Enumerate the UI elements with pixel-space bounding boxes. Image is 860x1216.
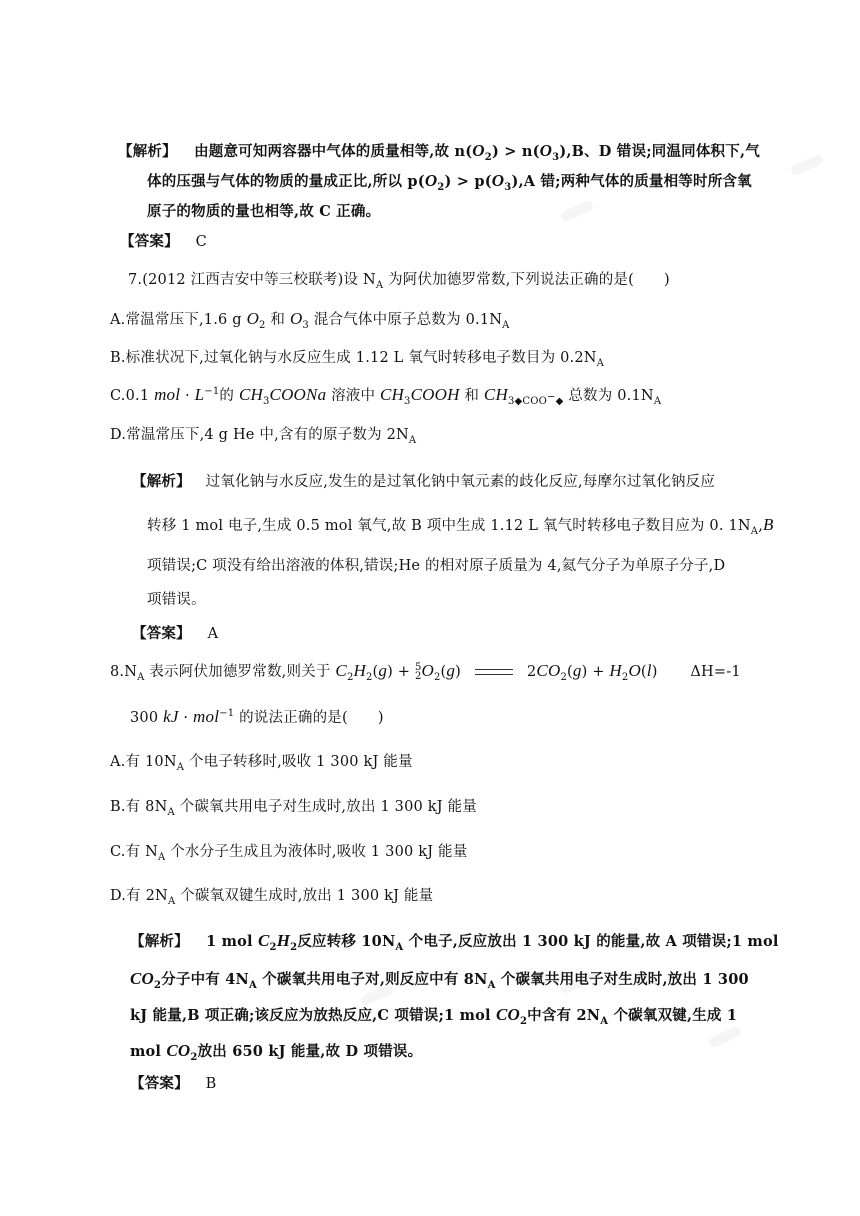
block1-line3: 原子的物质的量也相等,故 C 正确。	[147, 203, 381, 220]
formula: $C_2H_2$	[257, 931, 298, 953]
watermark-mark	[707, 1025, 742, 1048]
q8-exp-line3: kJ 能量,B 项正确;该反应为放热反应,C 项错误;1 mol $CO_2$中含有 $2N_A$ 个碳氧双键,生成 1	[130, 1005, 738, 1027]
q7-option-d: D.常温常压下,4 g He 中,含有的原子数为 $2N_A$	[110, 427, 417, 446]
formula: $p(O_2) > p(O_3)$	[407, 171, 519, 193]
q7-option-a: A.常温常压下,1.6 g $O_2$ 和 $O_3$ 混合气体中原子总数为 $0.1N_A$	[110, 309, 510, 331]
q8-option-a: A.有 $10N_A$ 个电子转移时,吸收 1 300 kJ 能量	[110, 754, 413, 773]
answer-tag: 【答案】	[132, 625, 191, 642]
block1-line2: 体的压强与气体的物质的量成正比,所以 $p(O_2) > p(O_3),A$ 错;两种气体的质量相等时所含氧	[147, 171, 752, 193]
q8-exp-line1: 【解析】 1 mol $C_2H_2$反应转移 $10N_A$ 个电子,反应放出 1 300 kJ 的能量,故 A 项错误;1 mol	[130, 931, 779, 953]
formula: $n(O_2) > n(O_3)$	[454, 141, 567, 163]
formula: mol · $L^{-1}$的 $CH_3COONa$	[154, 385, 327, 407]
formula: $CO_2$	[495, 1005, 528, 1027]
q7-exp-line1: 【解析】 过氧化钠与水反应,发生的是过氧化钠中氧元素的歧化反应,每摩尔过氧化钠反应	[132, 473, 716, 490]
analysis-tag: 【解析】	[130, 933, 189, 950]
block1-line1: 【解析】 由题意可知两容器中气体的质量相等,故 $n(O_2) > n(O_3),B$、D 错误;同温同体积下,气	[118, 141, 760, 163]
q7-option-c: C.0.1 mol · $L^{-1}$的 $CH_3COONa$ 溶液中 $CH_3COOH$ 和 $CH_{3◆COO^-◆}$ 总数为 $0.1N_A$	[110, 385, 662, 407]
q7-exp-line2: 转移 1 mol 电子,生成 0.5 mol 氧气,故 B 项中生成 1.12 L 氧气时转移电子数目应为 0. $1N_A,B$	[147, 515, 774, 537]
answer-tag: 【答案】	[120, 233, 179, 250]
q7-answer: 【答案】 A	[132, 625, 219, 642]
analysis-tag: 【解析】	[132, 473, 191, 490]
q7-option-b: B.标准状况下,过氧化钠与水反应生成 1.12 L 氧气时转移电子数目为 $0.2N_A$	[110, 350, 605, 369]
formula: $O_2$ 和 $O_3$	[246, 309, 309, 331]
q8-option-c: C.有 $N_A$ 个水分子生成且为液体时,吸收 1 300 kJ 能量	[110, 844, 468, 863]
q8-exp-line4: mol $CO_2$放出 650 kJ 能量,故 D 项错误。	[130, 1041, 423, 1063]
q7-stem: 7.(2012 江西吉安中等三校联考)设 $N_A$ 为阿伏加德罗常数,下列说法正确的是( )	[128, 272, 670, 291]
q8-stem-line2: 300 kJ · mol$^{-1}$ 的说法正确的是( )	[130, 707, 384, 726]
watermark-mark	[789, 153, 824, 176]
q8-option-b: B.有 $8N_A$ 个碳氧共用电子对生成时,放出 1 300 kJ 能量	[110, 799, 477, 818]
analysis-tag: 【解析】	[118, 143, 177, 160]
formula: kJ · mol$^{-1}$	[163, 707, 235, 726]
q8-answer: 【答案】 B	[130, 1075, 217, 1092]
block1-answer: 【答案】 C	[120, 233, 207, 250]
q7-exp-line4: 项错误。	[147, 592, 206, 608]
formula: $CO_2$	[130, 969, 162, 991]
formula: $CH_3COOH$ 和 $CH_{3◆COO^-◆}$	[380, 385, 564, 407]
q8-stem-line1: $8.N_A$ 表示阿伏加德罗常数,则关于 $C_2H_2(g) + 5$ $2O_2(g) 2CO_2(g) + H_2O(l)$ ΔH=-1	[110, 661, 741, 683]
formula: $CO_2$	[166, 1041, 198, 1063]
reaction-equation: $C_2H_2(g) + 5$ $2O_2(g) 2CO_2(g) + H_2O(l)$	[335, 661, 658, 683]
q8-exp-line2: $CO_2$分子中有 $4N_A$ 个碳氧共用电子对,则反应中有 $8N_A$ 个碳氧共用电子对生成时,放出 1 300	[130, 969, 749, 991]
q7-exp-line3: 项错误;C 项没有给出溶液的体积,错误;He 的相对原子质量为 4,氦气分子为单原子分子,D	[147, 558, 726, 574]
watermark-mark	[559, 199, 594, 222]
answer-tag: 【答案】	[130, 1075, 189, 1092]
q8-option-d: D.有 $2N_A$ 个碳氧双键生成时,放出 1 300 kJ 能量	[110, 888, 434, 907]
